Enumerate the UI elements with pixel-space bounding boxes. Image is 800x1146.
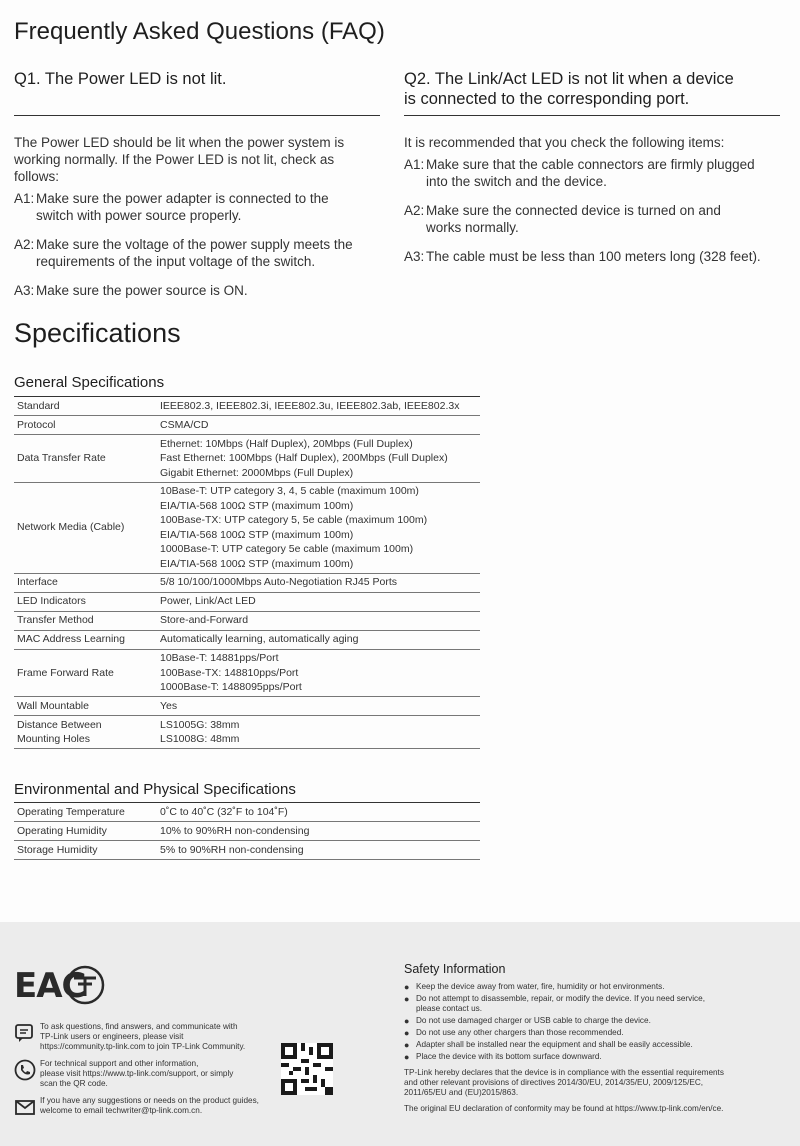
q2-divider <box>404 115 780 116</box>
contact-list <box>14 1022 274 1118</box>
spec-value: Store-and-Forward <box>157 611 480 630</box>
safety-item: ● Place the device with its bottom surface downward. <box>404 1052 602 1062</box>
spec-value: 5% to 90%RH non-condensing <box>157 841 480 860</box>
spec-key: Transfer Method <box>14 611 157 630</box>
spec-row <box>14 416 480 435</box>
spec-value: Automatically learning, automatically aging <box>157 630 480 649</box>
q1-answer-1: A1: Make sure the power adapter is connected to the switch with power source properly. <box>14 191 329 223</box>
spec-key: LED Indicators <box>14 592 157 611</box>
spec-row <box>14 397 480 416</box>
spec-key: Protocol <box>14 416 157 435</box>
spec-value: Ethernet: 10Mbps (Half Duplex), 20Mbps (Full Duplex) Fast Ethernet: 100Mbps (Half Duplex), 200Mbps (Full Duplex) Gigabit Ethernet: 2000Mbps (Full Duplex) <box>157 435 480 483</box>
env-specs-title: Environmental and Physical Specifications <box>14 781 296 798</box>
community-icon <box>14 1022 36 1044</box>
spec-row <box>14 592 480 611</box>
q1-intro: The Power LED should be lit when the power system is working normally. If the Power LED is not lit, check as follows: <box>14 135 345 184</box>
spec-key: Wall Mountable <box>14 697 157 716</box>
q2-question: Q2. The Link/Act LED is not lit when a device is connected to the corresponding port. <box>404 70 734 108</box>
spec-row <box>14 611 480 630</box>
safety-item: ● Adapter shall be installed near the equipment and shall be easily accessible. <box>404 1040 693 1050</box>
q1-question: Q1. The Power LED is not lit. <box>14 70 227 88</box>
q2-answer-2: A2: Make sure the connected device is turned on and works normally. <box>404 203 721 235</box>
general-specs-title: General Specifications <box>14 374 165 391</box>
spec-value: Power, Link/Act LED <box>157 592 480 611</box>
qr-code-icon[interactable] <box>281 1043 333 1095</box>
spec-row <box>14 435 480 483</box>
q1-divider <box>14 115 380 116</box>
spec-key: Network Media (Cable) <box>14 482 157 573</box>
specifications-title: Specifications <box>14 318 181 348</box>
eu-declaration-link: The original EU declaration of conformity may be found at https://www.tp-link.com/en/ce. <box>404 1104 724 1113</box>
spec-row <box>14 841 480 860</box>
q2-answer-3: A3: The cable must be less than 100 meters long (328 feet). <box>404 249 761 264</box>
faq-title: Frequently Asked Questions (FAQ) <box>14 18 385 45</box>
safety-list <box>404 982 794 1064</box>
spec-row <box>14 803 480 822</box>
spec-value: Yes <box>157 697 480 716</box>
q2-body <box>404 134 794 265</box>
spec-key: Standard <box>14 397 157 416</box>
spec-row <box>14 822 480 841</box>
contact-community: To ask questions, find answers, and communicate with TP-Link users or engineers, please visit https://community.tp-link.com to join TP-Link Community. <box>14 1022 274 1052</box>
spec-key: Storage Humidity <box>14 841 157 860</box>
safety-title: Safety Information <box>404 962 506 976</box>
spec-key: Data Transfer Rate <box>14 435 157 483</box>
spec-key: Operating Temperature <box>14 803 157 822</box>
spec-row <box>14 697 480 716</box>
safety-item: ● Keep the device away from water, fire, humidity or hot environments. <box>404 982 665 992</box>
spec-value: IEEE802.3, IEEE802.3i, IEEE802.3u, IEEE802.3ab, IEEE802.3x <box>157 397 480 416</box>
spec-value: 10Base-T: UTP category 3, 4, 5 cable (maximum 100m) EIA/TIA-568 100Ω STP (maximum 100m) 100Base-TX: UTP category 5, 5e cable (maximum 100m) EIA/TIA-568 100Ω STP (maximum 100m) 1000Base-T: UTP category 5e cable (maximum 100m) EIA/TIA-568 100Ω STP (maximum 100m) <box>157 482 480 573</box>
spec-key: Distance Between Mounting Holes <box>14 716 157 749</box>
q2-answer-1: A1: Make sure that the cable connectors are firmly plugged into the switch and the device. <box>404 157 755 189</box>
spec-row <box>14 630 480 649</box>
spec-value: 10% to 90%RH non-condensing <box>157 822 480 841</box>
spec-key: Frame Forward Rate <box>14 649 157 697</box>
safety-item: ● Do not attempt to disassemble, repair, or modify the device. If you need service, please contact us. <box>404 994 705 1013</box>
spec-row <box>14 573 480 592</box>
general-specs-table <box>14 396 480 749</box>
spec-row <box>14 482 480 573</box>
q1-answer-2: A2: Make sure the voltage of the power supply meets the requirements of the input voltage of the switch. <box>14 237 353 269</box>
q1-answer-3: A3: Make sure the power source is ON. <box>14 283 248 298</box>
eac-logo: EAC <box>14 966 86 1006</box>
spec-value: LS1005G: 38mm LS1008G: 48mm <box>157 716 480 749</box>
spec-key: Operating Humidity <box>14 822 157 841</box>
contact-email: If you have any suggestions or needs on the product guides, welcome to email techwriter@tp-link.com.cn. <box>14 1096 274 1118</box>
spec-key: Interface <box>14 573 157 592</box>
contact-support: For technical support and other information, please visit https://www.tp-link.com/support, or simply scan the QR code. <box>14 1059 274 1089</box>
q1-body <box>14 134 384 299</box>
safety-item: ● Do not use damaged charger or USB cable to charge the device. <box>404 1016 651 1026</box>
certification-mark-icon <box>64 964 106 1006</box>
spec-value: 10Base-T: 14881pps/Port 100Base-TX: 148810pps/Port 1000Base-T: 1488095pps/Port <box>157 649 480 697</box>
spec-key: MAC Address Learning <box>14 630 157 649</box>
q2-intro: It is recommended that you check the following items: <box>404 135 725 150</box>
spec-value: 5/8 10/100/1000Mbps Auto-Negotiation RJ45 Ports <box>157 573 480 592</box>
compliance-declaration: TP-Link hereby declares that the device is in compliance with the essential requirements and other relevant provisions of directives 2014/30/EU, 2014/35/EU, 2009/125/EC, 2011/65/EU and (EU)2015/863. <box>404 1068 724 1097</box>
phone-icon <box>14 1059 36 1081</box>
mail-icon <box>14 1096 36 1118</box>
spec-value: 0˚C to 40˚C (32˚F to 104˚F) <box>157 803 480 822</box>
spec-row <box>14 649 480 697</box>
spec-value: CSMA/CD <box>157 416 480 435</box>
safety-item: ● Do not use any other chargers than those recommended. <box>404 1028 624 1038</box>
env-specs-table <box>14 802 480 860</box>
spec-row <box>14 716 480 749</box>
